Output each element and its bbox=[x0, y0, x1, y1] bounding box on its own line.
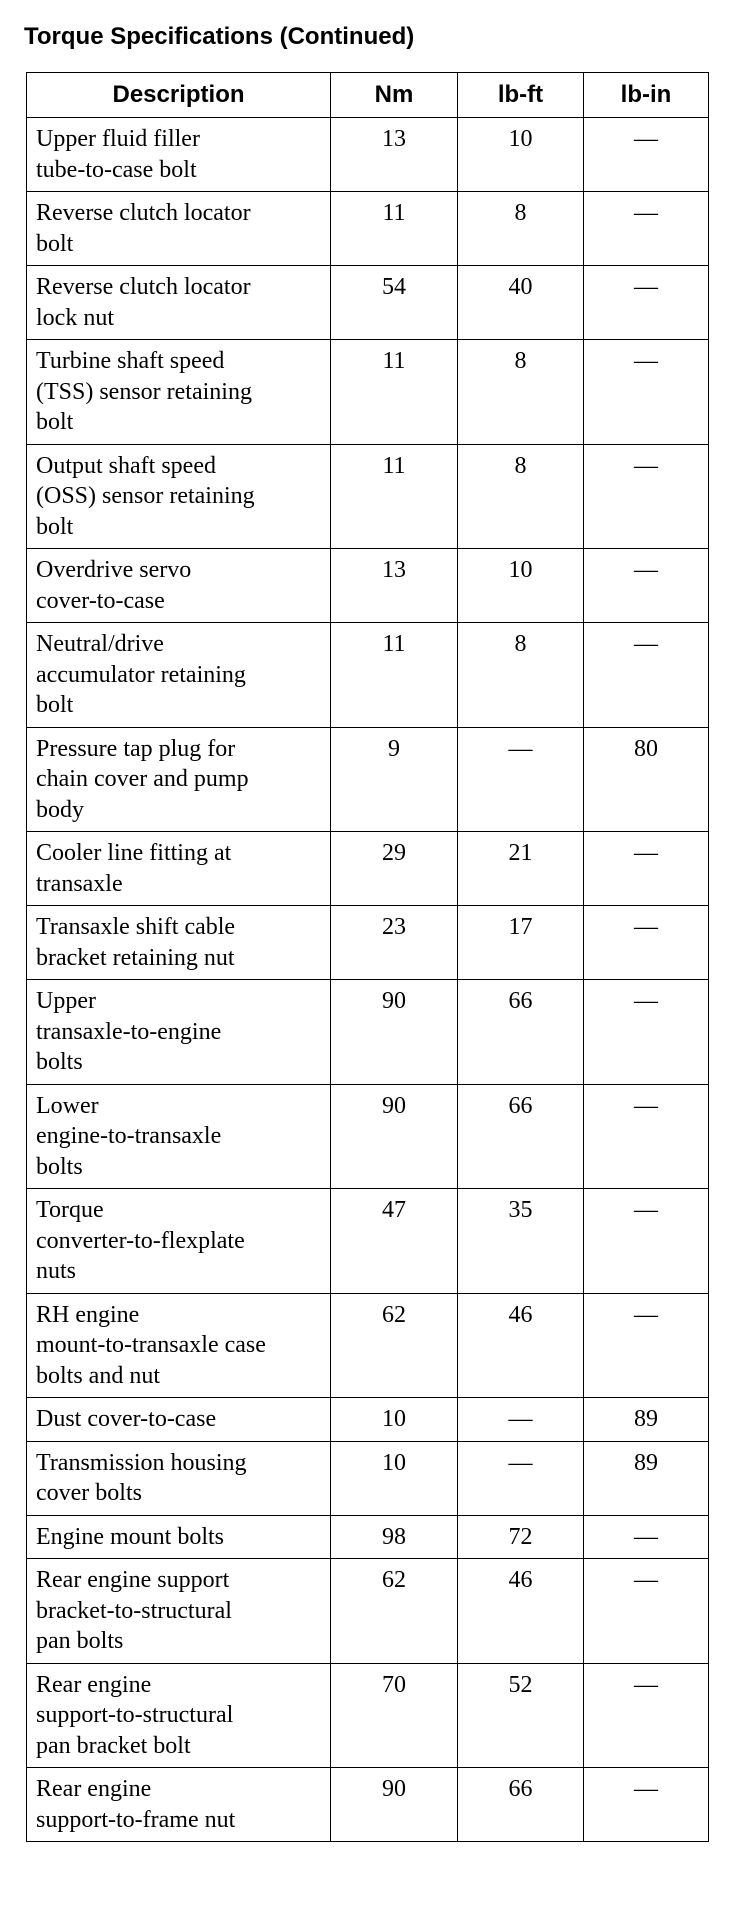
table-row bbox=[27, 1084, 709, 1189]
lb-ft-cell: 8 bbox=[458, 444, 584, 549]
description-cell bbox=[27, 1559, 331, 1664]
description-line: tube-to-case bolt bbox=[36, 156, 197, 183]
table-row bbox=[27, 549, 709, 623]
lb-in-cell: — bbox=[584, 623, 709, 728]
page-title: Torque Specifications (Continued) bbox=[24, 23, 415, 50]
description-cell bbox=[27, 1663, 331, 1768]
description-cell bbox=[27, 1398, 331, 1442]
table-row bbox=[27, 1559, 709, 1664]
description-line: Cooler line fitting at bbox=[36, 840, 232, 866]
lb-in-cell: — bbox=[584, 1663, 709, 1768]
description-line: Lower bbox=[36, 1092, 99, 1119]
description-line: support-to-frame nut bbox=[36, 1806, 236, 1833]
header-lb-ft: lb-ft bbox=[458, 73, 584, 118]
nm-cell: 13 bbox=[331, 549, 458, 623]
table-row bbox=[27, 727, 709, 832]
description-cell bbox=[27, 549, 331, 623]
lb-in-cell: — bbox=[584, 192, 709, 266]
nm-cell: 11 bbox=[331, 444, 458, 549]
description-line: bolts and nut bbox=[36, 1362, 160, 1389]
lb-ft-cell: 17 bbox=[458, 906, 584, 980]
description-line: Upper bbox=[36, 988, 96, 1014]
description-line: converter-to-flexplate bbox=[36, 1227, 245, 1254]
description-cell bbox=[27, 192, 331, 266]
nm-cell: 62 bbox=[331, 1559, 458, 1664]
table-row bbox=[27, 118, 709, 192]
table-row bbox=[27, 1768, 709, 1842]
nm-cell: 11 bbox=[331, 623, 458, 728]
lb-ft-cell: 21 bbox=[458, 832, 584, 906]
nm-cell: 11 bbox=[331, 340, 458, 445]
lb-ft-cell: — bbox=[458, 1398, 584, 1442]
description-line: Reverse clutch locator bbox=[36, 200, 251, 226]
torque-spec-table bbox=[26, 72, 709, 1842]
lb-ft-cell: 46 bbox=[458, 1293, 584, 1398]
description-line: support-to-structural bbox=[36, 1702, 234, 1728]
description-line: bolt bbox=[36, 692, 74, 718]
description-line: bracket retaining nut bbox=[36, 944, 235, 971]
table-row bbox=[27, 444, 709, 549]
table-row bbox=[27, 1293, 709, 1398]
lb-ft-cell: 66 bbox=[458, 1768, 584, 1842]
description-cell bbox=[27, 727, 331, 832]
description-line: cover-to-case bbox=[36, 587, 165, 614]
description-cell bbox=[27, 980, 331, 1085]
description-cell bbox=[27, 1084, 331, 1189]
description-line: Rear engine bbox=[36, 1671, 152, 1698]
description-cell bbox=[27, 266, 331, 340]
lb-in-cell: — bbox=[584, 832, 709, 906]
lb-ft-cell: 46 bbox=[458, 1559, 584, 1664]
description-line: bolts bbox=[36, 1049, 83, 1075]
nm-cell: 54 bbox=[331, 266, 458, 340]
description-line: bracket-to-structural bbox=[36, 1597, 232, 1624]
description-line: Upper fluid filler bbox=[36, 126, 200, 152]
table-row bbox=[27, 980, 709, 1085]
lb-ft-cell: 10 bbox=[458, 549, 584, 623]
lb-ft-cell: 8 bbox=[458, 340, 584, 445]
lb-ft-cell: 52 bbox=[458, 1663, 584, 1768]
description-line: Overdrive servo bbox=[36, 557, 192, 583]
description-line: transaxle bbox=[36, 870, 123, 897]
lb-ft-cell: 72 bbox=[458, 1515, 584, 1559]
lb-ft-cell: 8 bbox=[458, 192, 584, 266]
description-line: accumulator retaining bbox=[36, 661, 246, 688]
nm-cell: 23 bbox=[331, 906, 458, 980]
description-line: Rear engine support bbox=[36, 1567, 230, 1593]
description-line: Pressure tap plug for bbox=[36, 735, 236, 762]
description-line: cover bolts bbox=[36, 1480, 142, 1506]
description-cell bbox=[27, 1293, 331, 1398]
description-line: engine-to-transaxle bbox=[36, 1123, 222, 1149]
lb-in-cell: — bbox=[584, 1515, 709, 1559]
description-cell bbox=[27, 340, 331, 445]
nm-cell: 90 bbox=[331, 1768, 458, 1842]
table-row bbox=[27, 623, 709, 728]
lb-in-cell: — bbox=[584, 980, 709, 1085]
description-line: (OSS) sensor retaining bbox=[36, 483, 255, 509]
lb-in-cell: 89 bbox=[584, 1441, 709, 1515]
header-lb-in: lb-in bbox=[584, 73, 709, 118]
description-line: Output shaft speed bbox=[36, 452, 216, 479]
header-description: Description bbox=[27, 73, 331, 118]
description-line: bolts bbox=[36, 1153, 83, 1180]
nm-cell: 10 bbox=[331, 1441, 458, 1515]
lb-in-cell: — bbox=[584, 118, 709, 192]
description-line: Torque bbox=[36, 1197, 104, 1223]
lb-in-cell: — bbox=[584, 340, 709, 445]
lb-ft-cell: 66 bbox=[458, 980, 584, 1085]
lb-in-cell: — bbox=[584, 549, 709, 623]
lb-in-cell: — bbox=[584, 906, 709, 980]
nm-cell: 13 bbox=[331, 118, 458, 192]
lb-in-cell: 80 bbox=[584, 727, 709, 832]
description-cell bbox=[27, 444, 331, 549]
lb-ft-cell: — bbox=[458, 727, 584, 832]
header-nm: Nm bbox=[331, 73, 458, 118]
description-line: Transmission housing bbox=[36, 1449, 247, 1476]
description-cell bbox=[27, 906, 331, 980]
nm-cell: 9 bbox=[331, 727, 458, 832]
description-line: pan bracket bolt bbox=[36, 1732, 191, 1759]
nm-cell: 62 bbox=[331, 1293, 458, 1398]
nm-cell: 11 bbox=[331, 192, 458, 266]
lb-in-cell: — bbox=[584, 266, 709, 340]
table-row bbox=[27, 192, 709, 266]
lb-ft-cell: 40 bbox=[458, 266, 584, 340]
table-row bbox=[27, 1515, 709, 1559]
lb-in-cell: — bbox=[584, 1768, 709, 1842]
description-cell bbox=[27, 118, 331, 192]
description-line: (TSS) sensor retaining bbox=[36, 378, 252, 405]
table-row bbox=[27, 340, 709, 445]
lb-in-cell: — bbox=[584, 444, 709, 549]
description-line: bolt bbox=[36, 230, 74, 257]
nm-cell: 29 bbox=[331, 832, 458, 906]
description-line: Neutral/drive bbox=[36, 631, 164, 657]
description-line: Transaxle shift cable bbox=[36, 914, 236, 940]
lb-ft-cell: 10 bbox=[458, 118, 584, 192]
description-line: transaxle-to-engine bbox=[36, 1018, 222, 1045]
description-line: RH engine bbox=[36, 1301, 140, 1328]
nm-cell: 98 bbox=[331, 1515, 458, 1559]
table-row bbox=[27, 1398, 709, 1442]
description-line: Rear engine bbox=[36, 1776, 152, 1802]
description-line: body bbox=[36, 796, 84, 823]
lb-in-cell: — bbox=[584, 1084, 709, 1189]
description-cell bbox=[27, 1189, 331, 1294]
lb-in-cell: — bbox=[584, 1559, 709, 1664]
lb-ft-cell: 8 bbox=[458, 623, 584, 728]
description-line: nuts bbox=[36, 1258, 77, 1284]
table-row bbox=[27, 906, 709, 980]
table-row bbox=[27, 1441, 709, 1515]
nm-cell: 70 bbox=[331, 1663, 458, 1768]
description-line: lock nut bbox=[36, 304, 114, 331]
table-row bbox=[27, 266, 709, 340]
description-line: bolt bbox=[36, 409, 74, 435]
description-cell bbox=[27, 1768, 331, 1842]
table-body bbox=[27, 118, 709, 1842]
lb-in-cell: — bbox=[584, 1189, 709, 1294]
nm-cell: 90 bbox=[331, 1084, 458, 1189]
description-cell bbox=[27, 1441, 331, 1515]
description-line: mount-to-transaxle case bbox=[36, 1332, 266, 1358]
description-line: Reverse clutch locator bbox=[36, 274, 251, 300]
lb-in-cell: — bbox=[584, 1293, 709, 1398]
nm-cell: 47 bbox=[331, 1189, 458, 1294]
lb-ft-cell: — bbox=[458, 1441, 584, 1515]
lb-ft-cell: 66 bbox=[458, 1084, 584, 1189]
table-header-row bbox=[27, 73, 709, 118]
description-line: Dust cover-to-case bbox=[36, 1406, 217, 1432]
description-cell bbox=[27, 1515, 331, 1559]
description-line: bolt bbox=[36, 513, 74, 540]
description-line: Engine mount bolts bbox=[36, 1523, 224, 1550]
description-cell bbox=[27, 832, 331, 906]
nm-cell: 10 bbox=[331, 1398, 458, 1442]
table-row bbox=[27, 832, 709, 906]
table-row bbox=[27, 1189, 709, 1294]
description-line: pan bolts bbox=[36, 1628, 124, 1654]
description-line: chain cover and pump bbox=[36, 766, 249, 792]
lb-ft-cell: 35 bbox=[458, 1189, 584, 1294]
description-cell bbox=[27, 623, 331, 728]
nm-cell: 90 bbox=[331, 980, 458, 1085]
lb-in-cell: 89 bbox=[584, 1398, 709, 1442]
table-row bbox=[27, 1663, 709, 1768]
description-line: Turbine shaft speed bbox=[36, 348, 225, 374]
